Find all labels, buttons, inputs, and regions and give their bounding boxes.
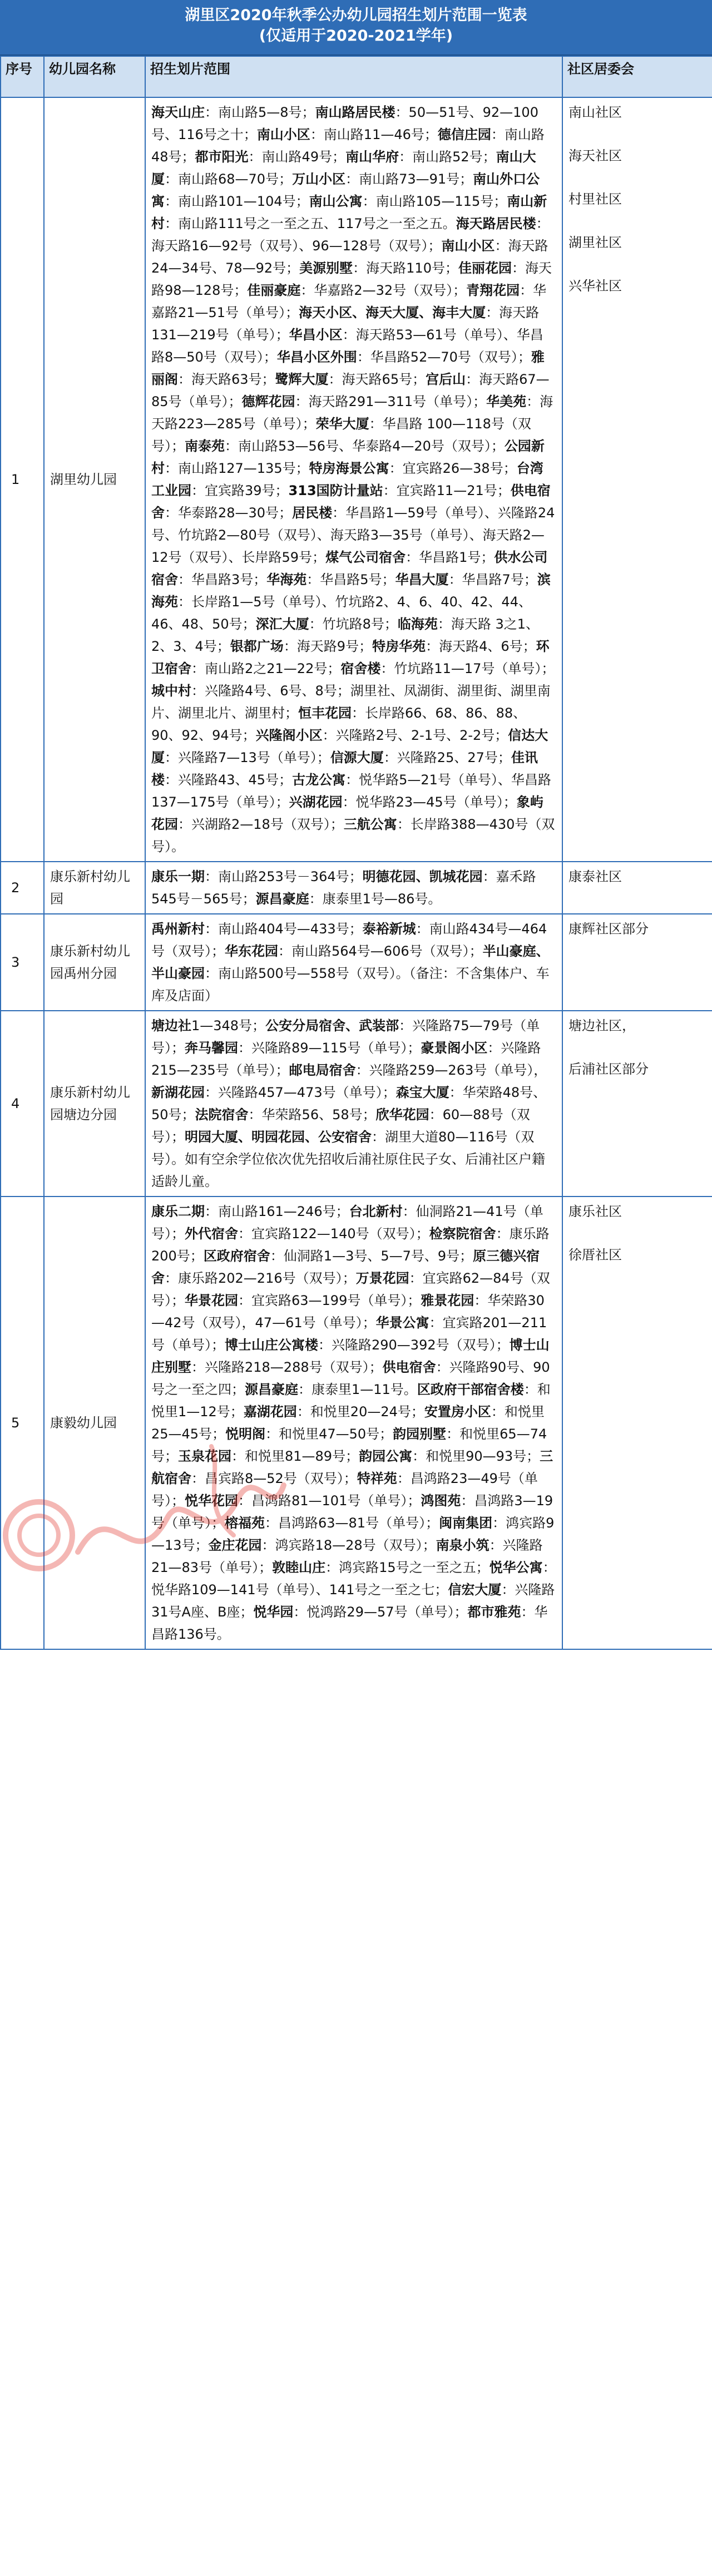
residence-address: ：兴隆路4号、6号、8号；湖里社、凤湖街、湖里街、湖里南片、湖里北片、湖里村； [151,683,551,721]
residence-name: 明园大厦、明园花园、公安宿舍 [185,1129,372,1145]
residence-name: 邮电局宿舍 [289,1062,356,1078]
residence-address: ：海天路4、6号； [426,639,536,654]
residence-address: ：南山路127—135号； [165,461,309,476]
residence-address: ：宜宾路39号； [191,483,289,498]
residence-name: 供电宿舍 [151,483,551,521]
community-cell [562,862,712,914]
table-row [1,1196,712,1649]
residence-address: ：海天路223—285号（单号）； [151,394,553,432]
residence-address: ：华昌路7号； [448,572,537,587]
residence-name: 兴湖花园 [289,794,343,810]
residence-name: 森宝大厦 [395,1085,449,1100]
residence-address: ：长岸路1—5号（单号）、竹坑路2、4、6、40、42、44、46、48、50号； [151,594,532,632]
residence-address: ：昌鸿路81—101号（单号）； [238,1493,421,1509]
residence-name: 博士山庄公寓楼 [225,1337,318,1353]
residence-name: 煤气公司宿舍 [325,550,406,565]
header-no: 序号 [1,56,44,97]
residence-name: 海天路居民楼 [456,216,536,231]
residence-name: 都市雅苑 [467,1604,521,1620]
residence-name: 信达大厦 [151,728,548,765]
residence-name: 法院宿舍 [195,1107,249,1123]
residence-name: 万景花园 [355,1270,409,1286]
residence-name: 博士山庄别墅 [151,1337,550,1375]
residence-name: 万山小区 [292,171,346,187]
residence-name: 供电宿舍 [382,1359,436,1375]
residence-address: ：和悦里90—93号； [412,1448,540,1464]
residence-address: ：华昌路136号。 [151,1604,548,1642]
residence-address: ：长岸路66、68、86、88、90、92、94号； [151,705,527,743]
residence-name: 台北新村 [349,1204,403,1219]
residence-address: ：兴隆路218—288号（双号）； [191,1359,383,1375]
residence-address: ：悦华路109—141号（单号）、141号之一至之七； [151,1560,556,1598]
residence-name: 明德花园、凯城花园 [362,869,483,884]
residence-name: 韵园别墅 [393,1426,447,1442]
residence-address: ：和悦里1—12号； [151,1382,551,1420]
residence-name: 公园新村 [151,438,545,476]
community-cell [562,1011,712,1196]
residence-address: ：竹坑路8号； [309,616,398,632]
residence-name: 鸿图苑 [421,1493,461,1509]
residence-name: 悦明阁 [225,1426,266,1442]
residence-address: ：南山路404号—433号； [205,921,363,937]
residence-address: ：南山路53—56号、华泰路4—20号（双号）； [225,438,505,454]
kindergarten-name: 康乐新村幼儿园 [44,862,145,914]
residence-name: 南山外口公寓 [151,171,540,209]
residence-name: 德辉花园 [241,394,295,409]
residence-name: 313国防计量站 [288,483,383,498]
residence-name: 榕福苑 [225,1515,265,1531]
residence-address: ：兴隆路89—115号（单号）； [238,1040,421,1056]
row-number: 2 [1,862,44,914]
community-name: 兴华社区 [568,278,622,294]
enrollment-range [145,1011,562,1196]
residence-address: ：宜宾路26—38号； [389,461,517,476]
residence-address: ：华昌路52—70号（双号）； [357,349,531,365]
residence-name: 雅景花园 [421,1293,474,1308]
residence-name: 区政府干部宿舍楼 [417,1382,524,1397]
residence-address: （备注：不含集体户、车库及店面） [151,966,550,1003]
row-number: 5 [1,1196,44,1649]
residence-address: ：海天路110号； [353,260,458,276]
residence-name: 南山小区 [256,127,310,142]
residence-name: 悦华公寓 [489,1560,543,1575]
residence-address: ：仙洞路21—41号（单号）； [151,1204,543,1242]
residence-address: ：鸿宾路9—13号； [151,1515,555,1553]
residence-name: 都市阳光 [195,149,249,165]
residence-address: ：南山路2之21—22号； [191,661,341,676]
residence-name: 鹭辉大厦 [275,372,329,387]
residence-name: 豪景阁小区 [421,1040,488,1056]
residence-address: ：鸿宾路18—28号（双号）； [261,1537,436,1553]
residence-address: ：鸿宾路15号之一至之五； [325,1560,490,1575]
residence-name: 欣华花园 [375,1107,429,1123]
residence-name: 供水公司宿舍 [151,550,548,587]
residence-name: 象屿花园 [151,794,543,832]
residence-name: 佳丽豪庭 [247,283,301,298]
residence-name: 信宏大厦 [448,1582,502,1598]
residence-address: ：康乐路202—216号（双号）； [165,1270,356,1286]
residence-name: 华海苑 [266,572,307,587]
residence-address: ：60—88号（双号）； [151,1107,530,1145]
community-name: 塘边社区， [568,1018,635,1034]
residence-name: 外代宿舍 [185,1226,238,1242]
residence-name: 玉泉花园 [178,1448,231,1464]
table-header-row [1,56,712,97]
residence-name: 华东花园 [225,943,278,959]
residence-name: 佳丽花园 [458,260,512,276]
residence-name: 海天山庄 [151,105,205,120]
residence-name: 信源大厦 [330,750,384,765]
residence-address: ：悦华路23—45号（单号）； [342,794,517,810]
row-number: 3 [1,914,44,1011]
residence-address: ：竹坑路11—17号（单号）； [380,661,555,676]
residence-name: 华美苑 [486,394,527,409]
residence-name: 佳讯楼 [151,750,538,788]
community-name: 后浦社区部分 [568,1061,649,1077]
residence-address: ：和悦里20—24号； [296,1404,424,1420]
residence-name: 金庄花园 [208,1537,262,1553]
residence-address: ：兴隆路21—83号（单号）； [151,1537,543,1575]
residence-address: ：兴隆路7—13号（单号）； [165,750,330,765]
residence-name: 台湾工业园 [151,461,543,498]
residence-name: 宫后山 [426,372,466,387]
residence-name: 半山豪庭、半山豪园 [151,943,550,981]
residence-name: 区政府宿舍 [203,1248,270,1264]
residence-address: ：海天路131—219号（单号）； [151,305,540,343]
residence-address: ：悦华路5—21号（单号）、华昌路137—175号（单号）； [151,772,551,810]
community-cell [562,914,712,1011]
residence-name: 原三德兴宿舍 [151,1248,540,1286]
enrollment-range [145,1196,562,1649]
residence-address: ：康泰里1—11号。 [298,1382,417,1397]
residence-name: 居民楼 [292,505,333,521]
residence-name: 华景花园 [185,1293,238,1308]
residence-address: ：南山路111号之一至之五、117号之一至之五。 [165,216,456,231]
residence-name: 古龙公寓 [292,772,346,788]
residence-address: ：海天路16—92号（双号）、96—128号（双号）； [151,216,550,254]
residence-name: 南山华府 [345,149,399,165]
residence-name: 南山新村 [151,194,547,231]
residence-name: 城中村 [151,683,191,699]
residence-address: ：康泰里1号—86号。 [309,891,442,907]
residence-name: 闽南集团 [439,1515,493,1531]
residence-name: 检察院宿舍 [429,1226,496,1242]
residence-address: ：海天路67—85号（单号）； [151,372,550,409]
residence-name: 华昌小区 [289,327,343,343]
residence-address: 1—348号； [191,1018,266,1034]
header-range: 招生划片范围 [145,56,562,97]
residence-address: ：悦鸿路29—57号（单号）； [293,1604,468,1620]
enrollment-table [0,56,712,1650]
residence-name: 悦华花园 [185,1493,238,1509]
residence-address: ：昌鸿路63—81号（单号）； [265,1515,439,1531]
residence-address: ：南山路68—70号； [165,171,293,187]
residence-address: ：南山路434号—464号（双号）； [151,921,547,959]
residence-name: 荣华大厦 [315,416,369,432]
residence-address: ：嘉禾路545号－565号； [151,869,536,907]
residence-address: ：长岸路388—430号（双号）。 [151,817,555,854]
residence-name: 韵园公寓 [359,1448,413,1464]
residence-address: ：南山路101—104号； [165,194,309,209]
residence-name: 南山路居民楼 [315,105,395,120]
residence-name: 特房海景公寓 [309,461,389,476]
community-name: 徐厝社区 [568,1247,622,1263]
residence-name: 南泉小筑 [436,1537,490,1553]
residence-address: ：兴隆路75—79号（单号）； [151,1018,540,1056]
residence-address: ：华昌路 100—118号（双号）； [151,416,531,454]
residence-address: ：宜宾路63—199号（单号）； [238,1293,421,1308]
community-name: 康泰社区 [568,869,622,884]
residence-address: ：宜宾路11—21号； [383,483,511,498]
residence-name: 雅丽阁 [151,349,545,387]
residence-name: 华景公寓 [375,1315,429,1331]
residence-name: 青翔花园 [466,283,520,298]
residence-address: ：兴隆路290—392号（双号）； [318,1337,510,1353]
residence-address: ：南山路5—8号； [205,105,315,120]
residence-name: 泰裕新城 [362,921,416,937]
residence-name: 康乐二期 [151,1204,205,1219]
residence-name: 安置房小区 [424,1404,491,1420]
residence-name: 兴隆阁小区 [255,728,323,743]
community-name: 康乐社区 [568,1204,622,1219]
residence-address: ：海天路98—128号； [151,260,552,298]
residence-name: 德信庄园 [437,127,491,142]
residence-address: ：南山路49号； [248,149,346,165]
residence-name: 华昌小区外围 [276,349,357,365]
residence-address: ：华嘉路2—32号（双号）； [300,283,467,298]
residence-name: 滨海苑 [151,572,551,610]
residence-name: 新湖花园 [151,1085,205,1100]
residence-address: ：华昌路1—59号（单号）、兴隆路24号、竹坑路2—80号（双号）、海天路3—35号（单号）、海天路2—12号（双号）、长岸路59号； [151,505,555,565]
residence-address: ：和悦里47—50号； [265,1426,393,1442]
residence-address: 如有空余学位依次优先招收后浦社原住民子女、后浦社区户籍适龄儿童。 [151,1151,545,1189]
residence-address: ：昌宾路8—52号（双号）； [191,1471,357,1486]
enrollment-range [145,914,562,1011]
residence-name: 海天小区、海天大厦、海丰大厦 [299,305,486,320]
residence-address: ：华荣路48号、50号； [151,1085,547,1123]
table-row [1,914,712,1011]
residence-name: 三航宿舍 [151,1448,553,1486]
residence-address: ：华荣路56、58号； [248,1107,376,1123]
residence-address: ：仙洞路1—3号、5—7号、9号； [270,1248,473,1264]
residence-address: ：兴隆路25、27号； [383,750,511,765]
residence-address: ：和悦里65—74号； [151,1426,547,1464]
residence-address: ：海天路65号； [328,372,426,387]
residence-address: ：兴隆路2号、2-1号、2-2号； [322,728,508,743]
residence-address: ：华荣路30—42号（双号），47—61号（单号）； [151,1293,545,1331]
residence-name: 康乐一期 [151,869,205,884]
residence-address: ：兴隆路259—263号（单号）， [355,1062,547,1078]
table-row [1,1011,712,1196]
residence-name: 宿舍楼 [340,661,381,676]
residence-address: ：南山路48号； [151,127,545,165]
residence-address: ：海天路 3之1、2、3、4号； [151,616,540,654]
residence-name: 三航公寓 [343,817,397,832]
residence-name: 临海苑 [397,616,438,632]
residence-address: ：南山路253号－364号； [205,869,363,884]
residence-address: ：海天路53—61号（单号）、华昌路8—50号（双号）； [151,327,543,365]
residence-address: ：兴湖路2—18号（双号）； [178,817,344,832]
residence-address: ：南山路11—46号； [310,127,438,142]
residence-address: ：兴隆路215—235号（单号）； [151,1040,541,1078]
row-number: 4 [1,1011,44,1196]
header-kindergarten: 幼儿园名称 [44,56,145,97]
residence-name: 敦睦山庄 [272,1560,326,1575]
residence-address: ：湖里大道80—116号（双号）。 [151,1129,535,1167]
residence-name: 特房华苑 [372,639,426,654]
residence-name: 悦华园 [253,1604,294,1620]
residence-name: 南泰苑 [185,438,225,454]
community-name: 南山社区 [568,105,622,120]
residence-name: 银都广场 [230,639,284,654]
kindergarten-name: 康乐新村幼儿园禹州分园 [44,914,145,1011]
residence-name: 禹州新村 [151,921,205,937]
residence-address: ：华嘉路21—51号（单号）； [151,283,547,320]
residence-address: ：兴隆路31号A座、B座； [151,1582,555,1620]
residence-address: ：昌鸿路3—19号（单号）； [151,1493,553,1531]
title-line-2: (仅适用于2020-2021学年) [259,27,453,45]
residence-address: ：华昌路1号； [406,550,495,565]
table-row [1,97,712,862]
title-line-1: 湖里区2020年秋季公办幼儿园招生划片范围一览表 [185,7,527,24]
residence-address: ：南山路73—91号； [345,171,473,187]
residence-name: 塘边社 [151,1018,191,1034]
residence-address: ：华昌路3号； [178,572,267,587]
residence-address: ：华昌路5号； [306,572,395,587]
residence-name: 南山公寓 [309,194,363,209]
residence-name: 源昌豪庭 [245,1382,298,1397]
community-name: 康辉社区部分 [568,921,649,937]
residence-address: ：南山路52号； [399,149,496,165]
residence-address: ：海天路291—311号（单号）； [295,394,487,409]
residence-address: ：康乐路200号； [151,1226,550,1264]
table-title [0,0,712,56]
enrollment-range [145,862,562,914]
community-name: 湖里社区 [568,235,622,250]
residence-address: ：南山路564号—606号（双号）； [278,943,483,959]
residence-name: 公安分局宿舍、武装部 [265,1018,399,1034]
residence-address: ：南山路500号—558号（双号）。 [205,966,409,981]
residence-address: ：50—51号、92—100号、116号之十； [151,105,538,142]
table-row [1,862,712,914]
residence-name: 美源别墅 [299,260,353,276]
residence-name: 特祥苑 [357,1471,397,1486]
residence-address: ：兴隆路90号、90号之一至之四； [151,1359,550,1397]
residence-address: ：宜宾路122—140号（双号）； [238,1226,429,1242]
residence-name: 华昌大厦 [395,572,449,587]
community-name: 海天社区 [568,148,622,164]
residence-name: 南山大厦 [151,149,536,187]
residence-name: 嘉湖花园 [243,1404,297,1420]
residence-address: ：南山路161—246号； [205,1204,349,1219]
residence-address: ：海天路9号； [283,639,373,654]
residence-address: ：兴隆路43、45号； [165,772,293,788]
residence-address: ：海天路24—34号、78—92号； [151,238,548,276]
residence-address: ：海天路63号； [178,372,275,387]
residence-address: ：宜宾路201—211号（单号）； [151,1315,547,1353]
kindergarten-name: 湖里幼儿园 [44,97,145,862]
enrollment-range [145,97,562,862]
residence-address: ：昌鸿路23—49号（单号）； [151,1471,538,1509]
residence-address: ：南山路105—115号； [362,194,507,209]
residence-address: ：宜宾路62—84号（双号）； [151,1270,550,1308]
residence-address: ：和悦里25—45号； [151,1404,545,1442]
kindergarten-name: 康毅幼儿园 [44,1196,145,1649]
header-community: 社区居委会 [562,56,712,97]
community-cell [562,97,712,862]
community-cell [562,1196,712,1649]
residence-name: 奔马馨园 [185,1040,238,1056]
residence-address: ：和悦里81—89号； [231,1448,359,1464]
residence-address: ：兴隆路457—473号（单号）； [205,1085,396,1100]
community-name: 村里社区 [568,191,622,207]
residence-name: 源昌豪庭 [255,891,309,907]
residence-name: 恒丰花园 [298,705,352,721]
residence-name: 环卫宿舍 [151,639,550,676]
residence-address: ：华泰路28—30号； [165,505,293,521]
residence-name: 深汇大厦 [255,616,309,632]
row-number: 1 [1,97,44,862]
kindergarten-name: 康乐新村幼儿园塘边分园 [44,1011,145,1196]
residence-name: 南山小区 [441,238,495,254]
